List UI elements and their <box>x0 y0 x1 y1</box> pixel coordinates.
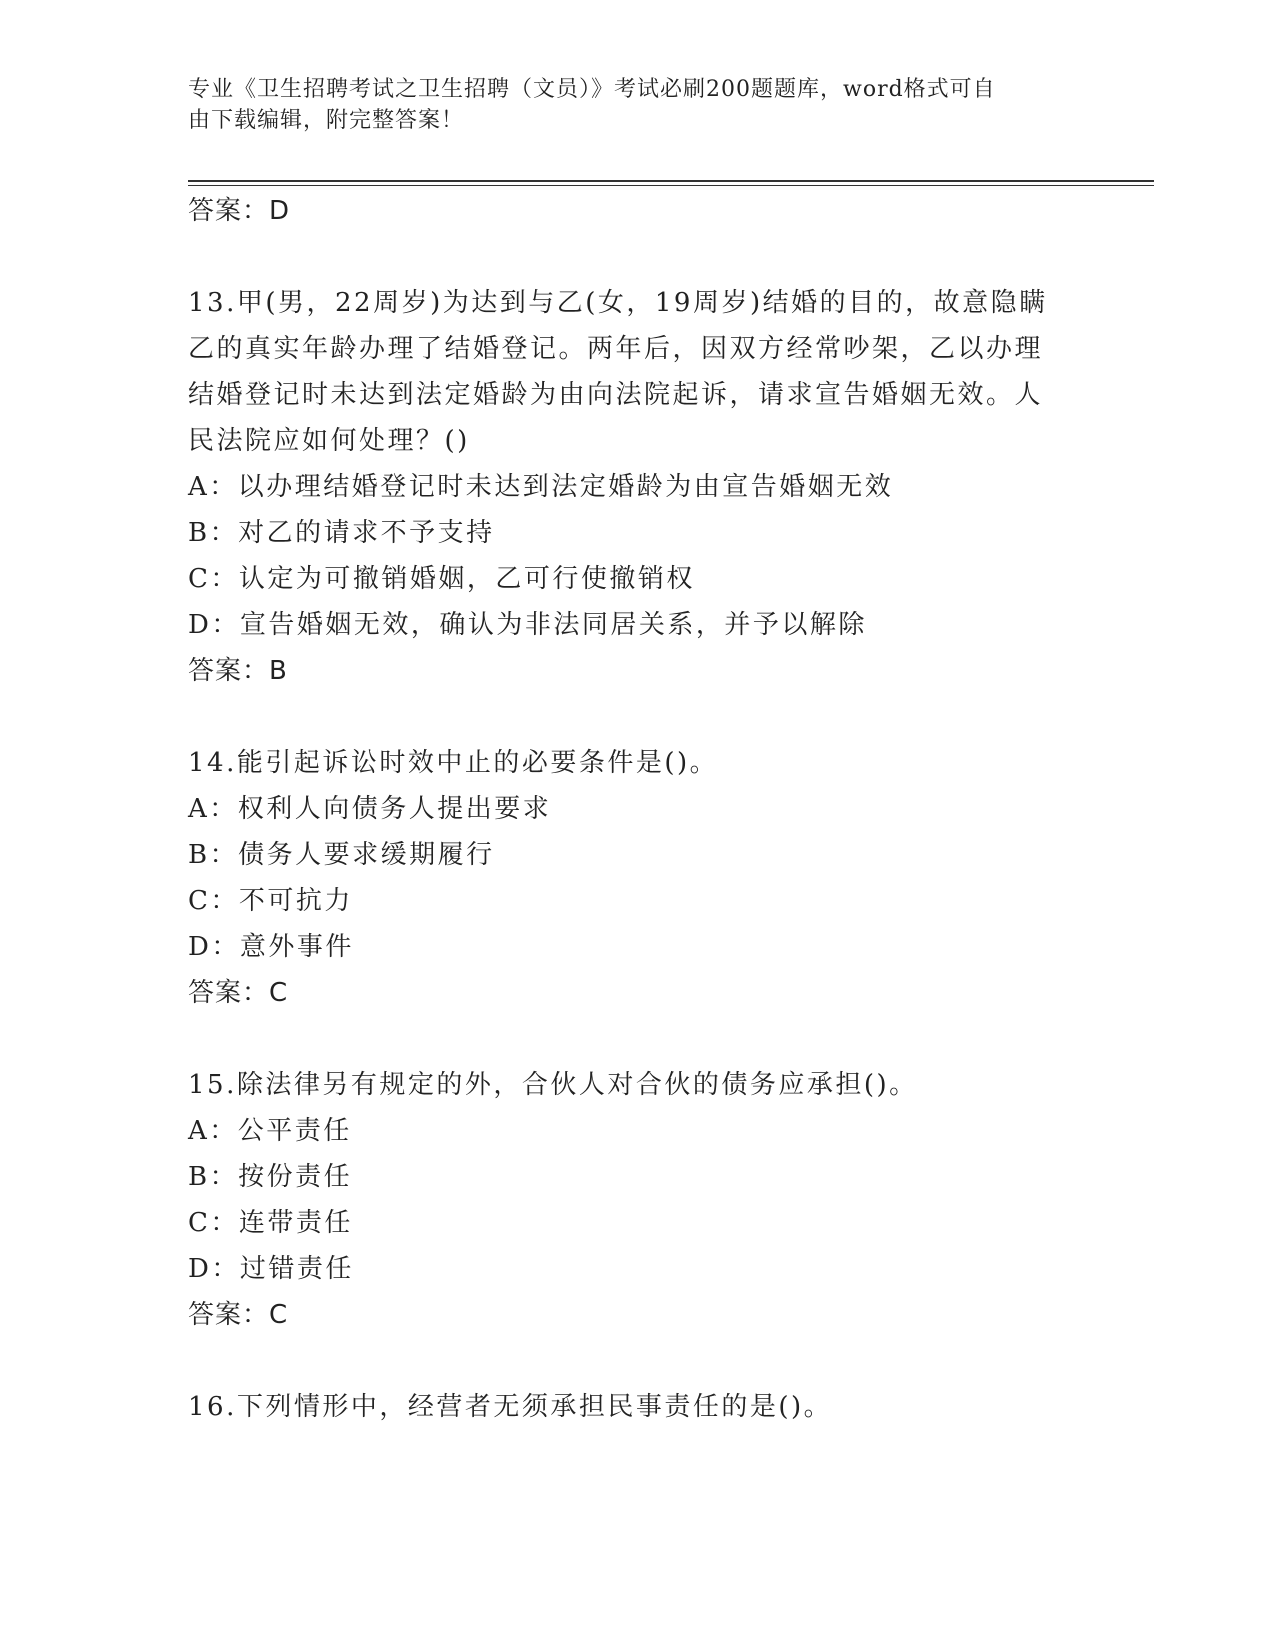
question-13 <box>188 280 1068 694</box>
question-15-option-a: A：公平责任 <box>188 1116 352 1146</box>
question-16 <box>188 1384 1068 1430</box>
header-title-line1: 专业《卫生招聘考试之卫生招聘（文员）》考试必刷200题题库，word格式可自 <box>188 77 996 102</box>
spacer <box>188 1016 1068 1062</box>
document-content <box>188 188 1068 1430</box>
question-14-option-b: B：债务人要求缓期履行 <box>188 840 495 870</box>
spacer <box>188 234 1068 280</box>
question-14-option-d: D：意外事件 <box>188 932 354 962</box>
question-14-option-a: A：权利人向债务人提出要求 <box>188 794 552 824</box>
question-15-option-b: B：按份责任 <box>188 1162 353 1192</box>
spacer <box>188 1338 1068 1384</box>
question-13-answer: 答案：B <box>188 656 288 686</box>
answer-prev: 答案：D <box>188 196 291 226</box>
question-13-option-b: B：对乙的请求不予支持 <box>188 518 495 548</box>
question-13-option-c: C：认定为可撤销婚姻，乙可行使撤销权 <box>188 564 695 594</box>
question-16-text: 16.下列情形中，经营者无须承担民事责任的是()。 <box>188 1392 833 1422</box>
question-14-option-c: C：不可抗力 <box>188 886 353 916</box>
document-header <box>188 74 1068 136</box>
question-13-line-2: 乙的真实年龄办理了结婚登记。两年后，因双方经常吵架，乙以办理 <box>188 334 1044 364</box>
header-title-line2: 由下载编辑，附完整答案！ <box>188 108 465 133</box>
header-rule-thin <box>188 185 1154 186</box>
question-15-text: 15.除法律另有规定的外，合伙人对合伙的债务应承担()。 <box>188 1070 918 1100</box>
header-rule-thick <box>188 180 1154 182</box>
question-15-option-d: D：过错责任 <box>188 1254 354 1284</box>
question-13-line-1: 13.甲(男，22周岁)为达到与乙(女，19周岁)结婚的目的，故意隐瞒 <box>188 288 1048 318</box>
question-15-option-c: C：连带责任 <box>188 1208 353 1238</box>
question-14-text: 14.能引起诉讼时效中止的必要条件是()。 <box>188 748 719 778</box>
question-15 <box>188 1062 1068 1338</box>
question-13-line-3: 结婚登记时未达到法定婚龄为由向法院起诉，请求宣告婚姻无效。人 <box>188 380 1044 410</box>
question-13-line-4: 民法院应如何处理？() <box>188 426 470 456</box>
question-14-answer: 答案：C <box>188 978 289 1008</box>
spacer <box>188 694 1068 740</box>
question-13-option-a: A：以办理结婚登记时未达到法定婚龄为由宣告婚姻无效 <box>188 472 894 502</box>
question-15-answer: 答案：C <box>188 1300 289 1330</box>
question-14 <box>188 740 1068 1016</box>
question-13-option-d: D：宣告婚姻无效，确认为非法同居关系，并予以解除 <box>188 610 867 640</box>
